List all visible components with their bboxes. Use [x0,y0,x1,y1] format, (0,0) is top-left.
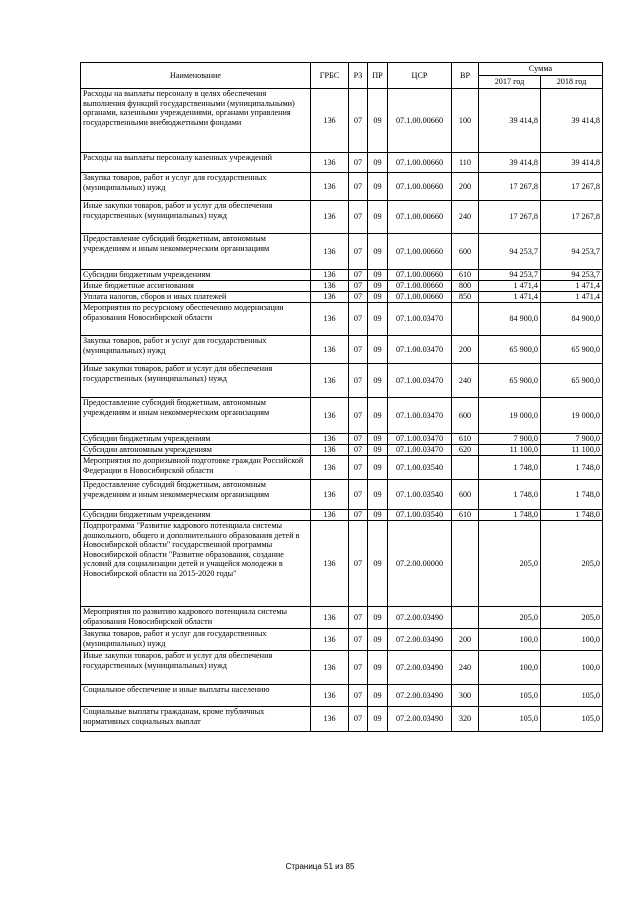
row-name: Субсидии бюджетным учреждениям [81,270,311,281]
row-vr: 240 [452,364,479,398]
row-name: Предоставление субсидий бюджетным, автономным учреждениям и иным некоммерческим организациям [81,234,311,270]
row-csr: 07.1.00.00660 [388,292,452,303]
row-csr: 07.1.00.00660 [388,153,452,173]
row-name: Закупка товаров, работ и услуг для государственных (муниципальных) нужд [81,336,311,364]
row-pr: 09 [368,685,388,707]
row-csr: 07.1.00.03470 [388,398,452,434]
row-vr [452,303,479,336]
row-grbs: 136 [311,521,349,607]
row-csr: 07.1.00.03540 [388,510,452,521]
row-name: Мероприятия по развитию кадрового потенциала системы образования Новосибирской области [81,607,311,629]
row-grbs: 136 [311,651,349,685]
table-row [81,303,603,336]
row-grbs: 136 [311,707,349,732]
row-amount-2017: 105,0 [479,685,541,707]
row-amount-2017: 1 471,4 [479,281,541,292]
row-csr: 07.1.00.00660 [388,234,452,270]
table-row [81,153,603,173]
row-rz: 07 [349,685,368,707]
row-rz: 07 [349,281,368,292]
row-csr: 07.1.00.03470 [388,445,452,456]
row-pr: 09 [368,521,388,607]
row-vr: 850 [452,292,479,303]
row-rz: 07 [349,336,368,364]
row-csr: 07.2.00.03490 [388,707,452,732]
row-grbs: 136 [311,685,349,707]
row-name: Предоставление субсидий бюджетным, автономным учреждениям и иным некоммерческим организациям [81,480,311,510]
row-rz: 07 [349,89,368,153]
row-name: Расходы на выплаты персоналу казенных учреждений [81,153,311,173]
row-rz: 07 [349,173,368,201]
row-vr: 610 [452,510,479,521]
row-csr: 07.1.00.00660 [388,89,452,153]
row-amount-2018: 205,0 [541,607,603,629]
row-grbs: 136 [311,336,349,364]
row-grbs: 136 [311,270,349,281]
row-amount-2018: 19 000,0 [541,398,603,434]
table-row [81,445,603,456]
row-grbs: 136 [311,292,349,303]
table-row [81,456,603,480]
row-amount-2017: 17 267,8 [479,201,541,234]
row-grbs: 136 [311,456,349,480]
row-amount-2017: 94 253,7 [479,234,541,270]
header-grbs: ГРБС [311,63,349,89]
row-vr: 200 [452,629,479,651]
row-grbs: 136 [311,364,349,398]
row-pr: 09 [368,281,388,292]
row-amount-2018: 205,0 [541,521,603,607]
row-rz: 07 [349,521,368,607]
header-sum: Сумма [479,63,603,76]
row-amount-2017: 65 900,0 [479,336,541,364]
row-csr: 07.1.00.03470 [388,336,452,364]
row-name: Иные закупки товаров, работ и услуг для обеспечения государственных (муниципальных) нужд [81,364,311,398]
table-row [81,510,603,521]
row-csr: 07.1.00.03470 [388,364,452,398]
row-vr: 200 [452,173,479,201]
row-grbs: 136 [311,607,349,629]
row-amount-2018: 11 100,0 [541,445,603,456]
row-amount-2018: 1 748,0 [541,456,603,480]
row-csr: 07.1.00.03470 [388,303,452,336]
row-rz: 07 [349,303,368,336]
row-amount-2018: 100,0 [541,651,603,685]
row-pr: 09 [368,303,388,336]
row-amount-2018: 7 900,0 [541,434,603,445]
row-pr: 09 [368,607,388,629]
row-grbs: 136 [311,629,349,651]
table-row [81,480,603,510]
table-body [81,89,603,732]
table-row [81,336,603,364]
row-pr: 09 [368,456,388,480]
row-rz: 07 [349,292,368,303]
row-rz: 07 [349,445,368,456]
row-rz: 07 [349,398,368,434]
row-name: Иные бюджетные ассигнования [81,281,311,292]
row-amount-2018: 1 748,0 [541,510,603,521]
row-rz: 07 [349,510,368,521]
row-name: Субсидии бюджетным учреждениям [81,510,311,521]
row-csr: 07.2.00.00000 [388,521,452,607]
row-amount-2018: 39 414,8 [541,153,603,173]
header-rz: РЗ [349,63,368,89]
header-year-2018: 2018 год [541,76,603,89]
row-name: Социальные выплаты гражданам, кроме публичных нормативных социальных выплат [81,707,311,732]
row-amount-2018: 1 748,0 [541,480,603,510]
row-pr: 09 [368,434,388,445]
row-pr: 09 [368,153,388,173]
row-grbs: 136 [311,434,349,445]
row-pr: 09 [368,510,388,521]
row-rz: 07 [349,480,368,510]
row-grbs: 136 [311,89,349,153]
row-pr: 09 [368,629,388,651]
row-vr [452,521,479,607]
table-row [81,629,603,651]
row-amount-2017: 39 414,8 [479,89,541,153]
row-amount-2017: 17 267,8 [479,173,541,201]
row-name: Социальное обеспечение и иные выплаты населению [81,685,311,707]
row-amount-2017: 205,0 [479,521,541,607]
row-name: Мероприятия по ресурсному обеспечению модернизации образования Новосибирской области [81,303,311,336]
row-amount-2018: 1 471,4 [541,292,603,303]
row-amount-2017: 7 900,0 [479,434,541,445]
row-csr: 07.1.00.03540 [388,480,452,510]
row-grbs: 136 [311,153,349,173]
row-amount-2017: 94 253,7 [479,270,541,281]
row-pr: 09 [368,234,388,270]
row-name: Иные закупки товаров, работ и услуг для обеспечения государственных (муниципальных) нужд [81,201,311,234]
row-grbs: 136 [311,173,349,201]
table-row [81,89,603,153]
row-vr: 800 [452,281,479,292]
table-row [81,521,603,607]
table-row [81,173,603,201]
header-name: Наименование [81,63,311,89]
row-rz: 07 [349,434,368,445]
table-row [81,292,603,303]
row-amount-2017: 100,0 [479,651,541,685]
row-name: Субсидии автономным учреждениям [81,445,311,456]
header-year-2017: 2017 год [479,76,541,89]
row-grbs: 136 [311,480,349,510]
row-amount-2018: 105,0 [541,707,603,732]
table-row [81,281,603,292]
row-amount-2017: 19 000,0 [479,398,541,434]
row-grbs: 136 [311,398,349,434]
row-rz: 07 [349,456,368,480]
row-vr: 320 [452,707,479,732]
row-rz: 07 [349,707,368,732]
row-vr: 110 [452,153,479,173]
row-rz: 07 [349,201,368,234]
row-csr: 07.1.00.03540 [388,456,452,480]
row-name: Иные закупки товаров, работ и услуг для обеспечения государственных (муниципальных) нужд [81,651,311,685]
table-row [81,607,603,629]
row-csr: 07.2.00.03490 [388,651,452,685]
row-vr: 600 [452,234,479,270]
row-amount-2018: 1 471,4 [541,281,603,292]
row-vr: 600 [452,398,479,434]
table-row [81,201,603,234]
row-grbs: 136 [311,303,349,336]
row-rz: 07 [349,153,368,173]
row-vr: 200 [452,336,479,364]
row-csr: 07.2.00.03490 [388,629,452,651]
row-grbs: 136 [311,234,349,270]
row-pr: 09 [368,364,388,398]
row-amount-2018: 17 267,8 [541,201,603,234]
row-amount-2017: 39 414,8 [479,153,541,173]
row-csr: 07.1.00.00660 [388,201,452,234]
table-row [81,434,603,445]
table-row [81,651,603,685]
row-rz: 07 [349,234,368,270]
row-amount-2017: 1 471,4 [479,292,541,303]
row-name: Субсидии бюджетным учреждениям [81,434,311,445]
row-amount-2018: 100,0 [541,629,603,651]
row-amount-2017: 11 100,0 [479,445,541,456]
row-csr: 07.2.00.03490 [388,607,452,629]
row-amount-2017: 105,0 [479,707,541,732]
row-pr: 09 [368,270,388,281]
row-pr: 09 [368,292,388,303]
row-rz: 07 [349,607,368,629]
row-amount-2017: 205,0 [479,607,541,629]
table-row [81,270,603,281]
row-grbs: 136 [311,510,349,521]
row-amount-2018: 65 900,0 [541,364,603,398]
header-pr: ПР [368,63,388,89]
row-amount-2017: 84 900,0 [479,303,541,336]
budget-table [80,62,603,732]
table-row [81,685,603,707]
row-amount-2017: 65 900,0 [479,364,541,398]
row-grbs: 136 [311,201,349,234]
table-row [81,398,603,434]
row-name: Закупка товаров, работ и услуг для государственных (муниципальных) нужд [81,173,311,201]
row-vr: 300 [452,685,479,707]
row-rz: 07 [349,364,368,398]
row-amount-2017: 1 748,0 [479,480,541,510]
row-amount-2018: 94 253,7 [541,234,603,270]
row-pr: 09 [368,651,388,685]
row-pr: 09 [368,445,388,456]
header-vr: ВР [452,63,479,89]
row-vr: 610 [452,270,479,281]
row-vr: 600 [452,480,479,510]
row-amount-2017: 1 748,0 [479,456,541,480]
row-pr: 09 [368,707,388,732]
row-csr: 07.1.00.00660 [388,173,452,201]
table-row [81,707,603,732]
row-amount-2018: 105,0 [541,685,603,707]
table-row [81,364,603,398]
row-amount-2018: 65 900,0 [541,336,603,364]
row-name: Уплата налогов, сборов и иных платежей [81,292,311,303]
row-amount-2018: 84 900,0 [541,303,603,336]
row-grbs: 136 [311,281,349,292]
row-pr: 09 [368,201,388,234]
row-vr [452,607,479,629]
row-name: Подпрограмма "Развитие кадрового потенциала системы дошкольного, общего и дополнительного образования детей в Новосибирской области" государственной программы Новосибирской области "Развитие образования, создание условий для социализации детей и учащейся молодежи в Новосибирской области на 2015-2020 годы" [81,521,311,607]
row-rz: 07 [349,629,368,651]
header-csr: ЦСР [388,63,452,89]
row-amount-2018: 39 414,8 [541,89,603,153]
row-vr: 240 [452,201,479,234]
row-amount-2018: 17 267,8 [541,173,603,201]
row-pr: 09 [368,398,388,434]
row-name: Мероприятия по допризывной подготовке граждан Российской Федерации в Новосибирской области [81,456,311,480]
row-vr [452,456,479,480]
table-row [81,234,603,270]
row-name: Закупка товаров, работ и услуг для государственных (муниципальных) нужд [81,629,311,651]
row-csr: 07.2.00.03490 [388,685,452,707]
row-name: Предоставление субсидий бюджетным, автономным учреждениям и иным некоммерческим организациям [81,398,311,434]
row-pr: 09 [368,480,388,510]
row-name: Расходы на выплаты персоналу в целях обеспечения выполнения функций государственными (муниципальными) органами, казенными учреждениями, органами управления государственными внебюджетными фондами [81,89,311,153]
row-pr: 09 [368,89,388,153]
row-pr: 09 [368,336,388,364]
row-rz: 07 [349,651,368,685]
row-csr: 07.1.00.03470 [388,434,452,445]
row-pr: 09 [368,173,388,201]
row-csr: 07.1.00.00660 [388,270,452,281]
row-csr: 07.1.00.00660 [388,281,452,292]
row-rz: 07 [349,270,368,281]
page-number: Страница 51 из 85 [285,862,355,871]
row-vr: 100 [452,89,479,153]
row-amount-2017: 100,0 [479,629,541,651]
row-amount-2018: 94 253,7 [541,270,603,281]
row-vr: 610 [452,434,479,445]
row-vr: 240 [452,651,479,685]
row-amount-2017: 1 748,0 [479,510,541,521]
row-grbs: 136 [311,445,349,456]
row-vr: 620 [452,445,479,456]
